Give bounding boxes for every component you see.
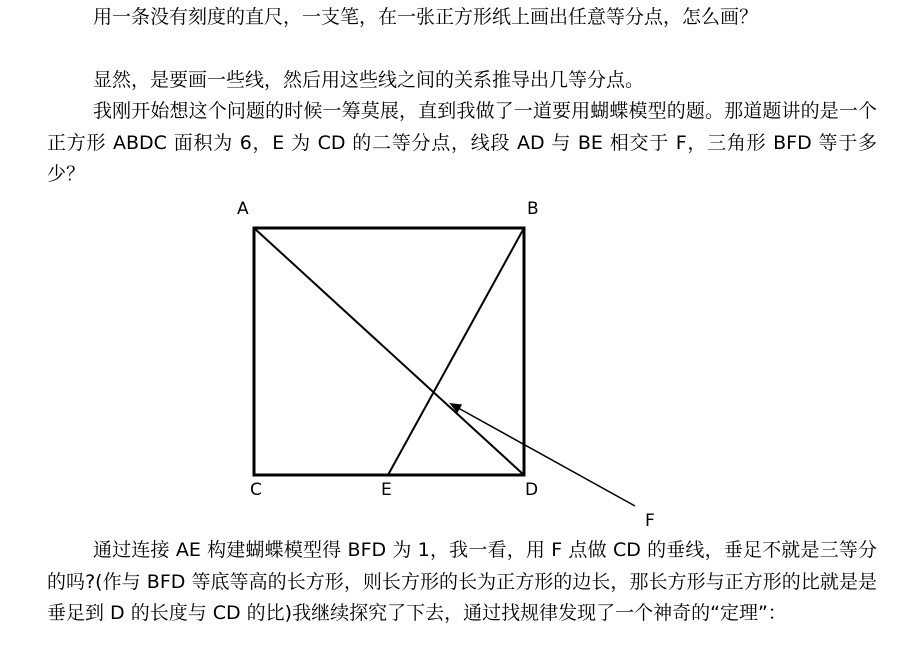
paragraph-observation: 显然，是要画一些线，然后用这些线之间的关系推导出几等分点。: [93, 69, 645, 91]
label-d: D: [525, 480, 539, 500]
segment-be: [388, 228, 524, 475]
label-e: E: [381, 480, 392, 500]
label-c: C: [250, 480, 262, 500]
label-f: F: [645, 511, 655, 530]
pointer-arrow-f: [451, 404, 635, 506]
paragraph-question: 用一条没有刻度的直尺，一支笔，在一张正方形纸上画出任意等分点，怎么画？: [93, 6, 759, 28]
geometry-figure: [225, 190, 685, 530]
paragraph-problem: 我刚开始想这个问题的时候一筹莫展，直到我做了一道要用蝴蝶模型的题。那道题讲的是一个正方形 ABDC 面积为 6，E 为 CD 的二等分点，线段 AD 与 BE 相交于 F，三角形 BFD 等于多少？: [47, 100, 877, 185]
label-a: A: [237, 199, 249, 219]
label-b: B: [527, 199, 539, 219]
paragraph-solution: 通过连接 AE 构建蝴蝶模型得 BFD 为 1，我一看，用 F 点做 CD 的垂线，垂足不就是三等分的吗?(作与 BFD 等底等高的长方形，则长方形的长为正方形的边长，那长方形与正方形的比就是是垂足到 D 的长度与 CD 的比)我继续探究了下去，通过找规律发现了一个神奇的“定理”：: [47, 539, 877, 624]
segment-ad: [254, 228, 524, 475]
